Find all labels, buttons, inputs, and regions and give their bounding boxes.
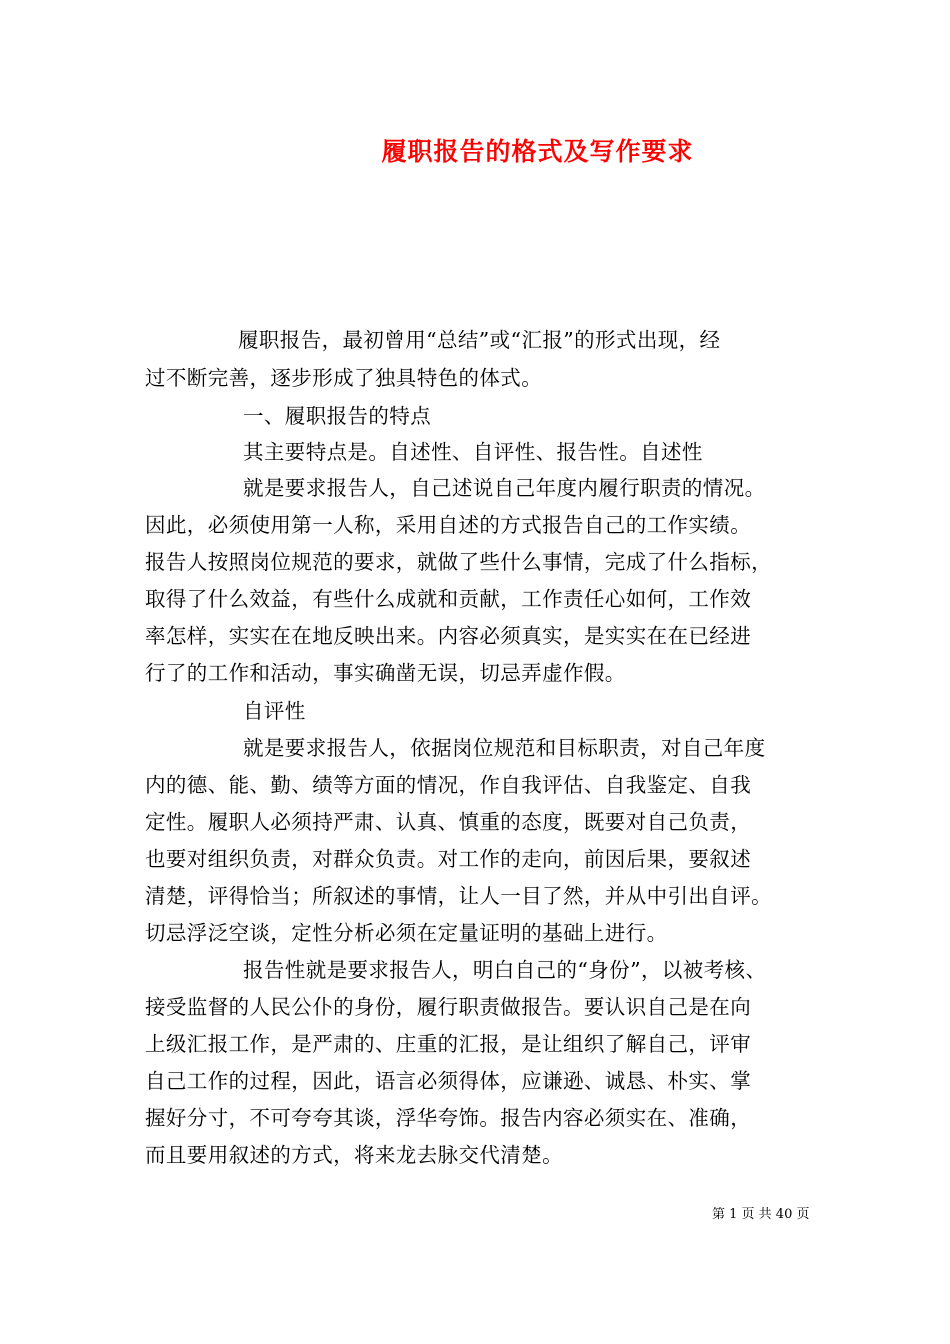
- body-line: 因此，必须使用第一人称，采用自述的方式报告自己的工作实绩。: [145, 513, 752, 537]
- body-line: 自己工作的过程，因此，语言必须得体，应谦逊、诚恳、朴实、掌: [145, 1069, 752, 1093]
- section-heading: 一、履职报告的特点: [243, 404, 432, 428]
- body-line: 就是要求报告人，自己述说自己年度内履行职责的情况。: [243, 476, 766, 500]
- body-line: 定性。履职人必须持严肃、认真、慎重的态度，既要对自己负责，: [145, 810, 752, 834]
- body-line: 上级汇报工作，是严肃的、庄重的汇报，是让组织了解自己，评审: [145, 1032, 752, 1056]
- body-line: 切忌浮泛空谈，定性分析必须在定量证明的基础上进行。: [145, 921, 668, 945]
- body-line: 取得了什么效益，有些什么成就和贡献，工作责任心如何，工作效: [145, 587, 752, 611]
- body-line: 接受监督的人民公仆的身份，履行职责做报告。要认识自己是在向: [145, 995, 752, 1019]
- page-number-footer: 第 1 页 共 40 页: [712, 1207, 810, 1222]
- body-line: 报告性就是要求报告人，明白自己的“身份”，以被考核、: [243, 958, 767, 982]
- body-line: 过不断完善，逐步形成了独具特色的体式。: [145, 366, 543, 390]
- body-line: 清楚，评得恰当；所叙述的事情，让人一目了然，并从中引出自评。: [145, 884, 772, 908]
- body-line: 就是要求报告人，依据岗位规范和目标职责，对自己年度: [243, 736, 766, 760]
- document-title: 履职报告的格式及写作要求: [381, 137, 694, 166]
- body-line: 其主要特点是。自述性、自评性、报告性。自述性: [243, 440, 703, 464]
- body-line: 率怎样，实实在在地反映出来。内容必须真实，是实实在在已经进: [145, 624, 752, 648]
- body-line: 履职报告，最初曾用“总结”或“汇报”的形式出现，经: [238, 328, 721, 352]
- body-line: 而且要用叙述的方式，将来龙去脉交代清楚。: [145, 1143, 563, 1167]
- body-line: 报告人按照岗位规范的要求，就做了些什么事情，完成了什么指标，: [145, 550, 772, 574]
- body-line: 行了的工作和活动，事实确凿无误，切忌弄虚作假。: [145, 661, 626, 685]
- body-line: 也要对组织负责，对群众负责。对工作的走向，前因后果，要叙述: [145, 847, 752, 871]
- subheading: 自评性: [243, 699, 306, 723]
- body-line: 内的德、能、勤、绩等方面的情况，作自我评估、自我鉴定、自我: [145, 773, 752, 797]
- body-line: 握好分寸，不可夸夸其谈，浮华夸饰。报告内容必须实在、准确，: [145, 1106, 752, 1130]
